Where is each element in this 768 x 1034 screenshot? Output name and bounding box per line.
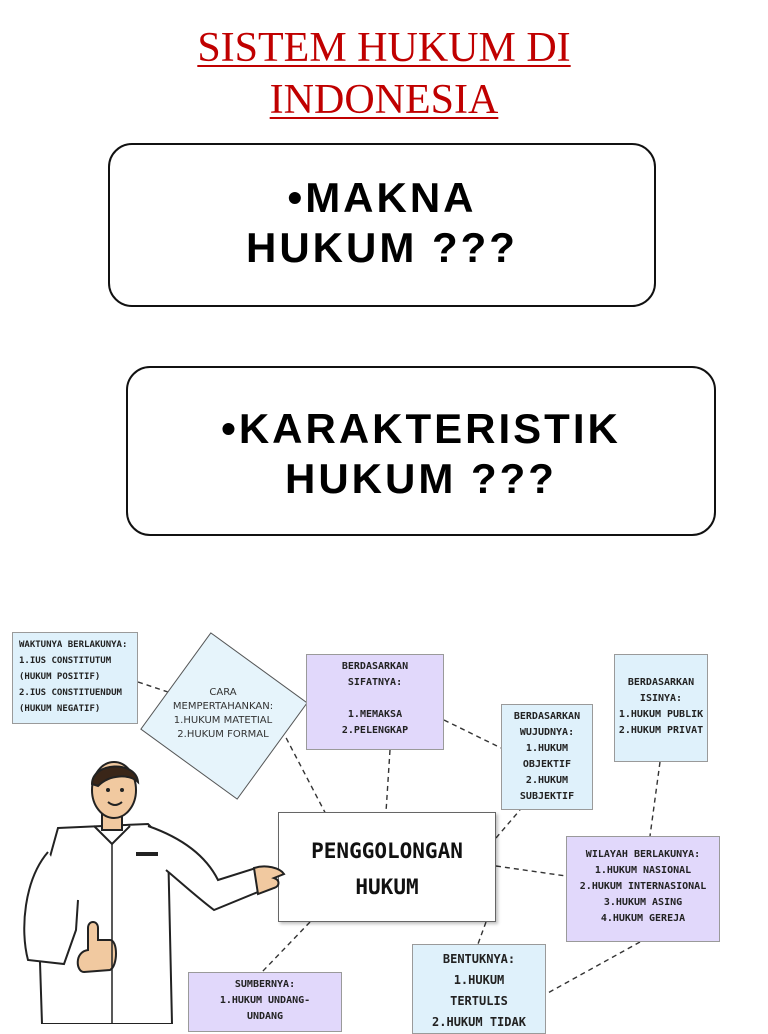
node-text: WUJUDNYA: (519, 727, 575, 738)
node-text: 3.HUKUM ASING (603, 897, 683, 908)
node-text: 1.MEMAKSA (347, 709, 403, 720)
node-text: 4.HUKUM GEREJA (600, 913, 686, 924)
connector-sifat-center (386, 750, 390, 812)
node-text: 1.HUKUM (525, 743, 569, 754)
connector-center-bentuk (478, 922, 486, 944)
connector-sifat-wujud (444, 720, 501, 748)
node-text: 2.HUKUM PRIVAT (618, 725, 704, 736)
node-text: SIFATNYA: (347, 677, 403, 688)
node-wilayah-berlakunya (566, 836, 720, 942)
node-text: 2.HUKUM TIDAK (432, 1015, 526, 1029)
connector-center-wilayah (496, 866, 566, 876)
node-text: BERDASARKAN (341, 661, 409, 672)
makna-hukum-box (108, 143, 656, 307)
connector-wilayah-bentuk (546, 942, 640, 994)
presenter-illustration (18, 760, 288, 1024)
node-penggolongan-hukum (278, 812, 496, 922)
node-text: 2.HUKUM FORMAL (177, 729, 269, 740)
node-text: BERDASARKAN (513, 711, 581, 722)
node-text: ISINYA: (639, 693, 683, 704)
node-text: BENTUKNYA: (442, 952, 516, 966)
node-text: 2.HUKUM INTERNASIONAL (579, 881, 707, 892)
node-text (307, 691, 443, 707)
node-text: UNDANG (246, 1011, 284, 1022)
node-text: (HUKUM POSITIF) (19, 672, 101, 682)
page-title (0, 22, 768, 126)
node-text: MEMPERTAHANKAN: (172, 701, 274, 712)
node-bentuknya (412, 944, 546, 1034)
node-text: 1.IUS CONSTITUTUM (19, 656, 112, 666)
connector-center-wujud (496, 810, 520, 838)
title-line-2: INDONESIA (269, 77, 499, 123)
eye (120, 788, 124, 792)
center-line-1: PENGGOLONGAN (311, 839, 463, 863)
node-text: 1.HUKUM PUBLIK (618, 709, 704, 720)
shirt-pocket (136, 852, 158, 856)
node-text: OBJEKTIF (522, 759, 572, 770)
node-text: 1.HUKUM UNDANG- (219, 995, 311, 1006)
karakteristik-line-2: HUKUM ??? (285, 455, 557, 502)
node-text: 2.HUKUM (525, 775, 569, 786)
node-text: SUBJEKTIF (519, 791, 575, 802)
node-text: TERTULIS (450, 994, 508, 1008)
node-waktu-berlakunya (12, 632, 138, 724)
connector-isi-wilayah (650, 762, 660, 836)
node-text: SUMBERNYA: (234, 979, 296, 990)
eye (106, 788, 110, 792)
node-text: 2.IUS CONSTITUENDUM (19, 688, 122, 698)
node-text: 1.HUKUM (453, 973, 505, 987)
title-line-1: SISTEM HUKUM DI (197, 25, 571, 71)
karakteristik-hukum-box (126, 366, 716, 536)
node-text: (HUKUM NEGATIF) (19, 704, 101, 714)
node-text: 1.HUKUM NASIONAL (594, 865, 692, 876)
node-text: 2.PELENGKAP (341, 725, 409, 736)
node-text: BERDASARKAN (627, 677, 695, 688)
node-text: 1.HUKUM MATETIAL (173, 715, 273, 726)
node-berdasarkan-sifatnya (306, 654, 444, 750)
karakteristik-line-1: •KARAKTERISTIK (221, 405, 621, 452)
pointing-hand (254, 866, 284, 894)
center-line-2: HUKUM (355, 875, 419, 899)
node-text: WAKTUNYA BERLAKUNYA: (19, 640, 128, 650)
makna-line-2: HUKUM ??? (246, 224, 518, 271)
node-text: CARA (209, 687, 237, 698)
makna-line-1: •MAKNA (287, 174, 477, 221)
node-berdasarkan-wujudnya (501, 704, 593, 810)
penggolongan-hukum-diagram (0, 612, 768, 1029)
node-text: WILAYAH BERLAKUNYA: (585, 849, 701, 860)
node-berdasarkan-isinya (614, 654, 708, 762)
node-cara-mempertahankan (140, 686, 306, 742)
